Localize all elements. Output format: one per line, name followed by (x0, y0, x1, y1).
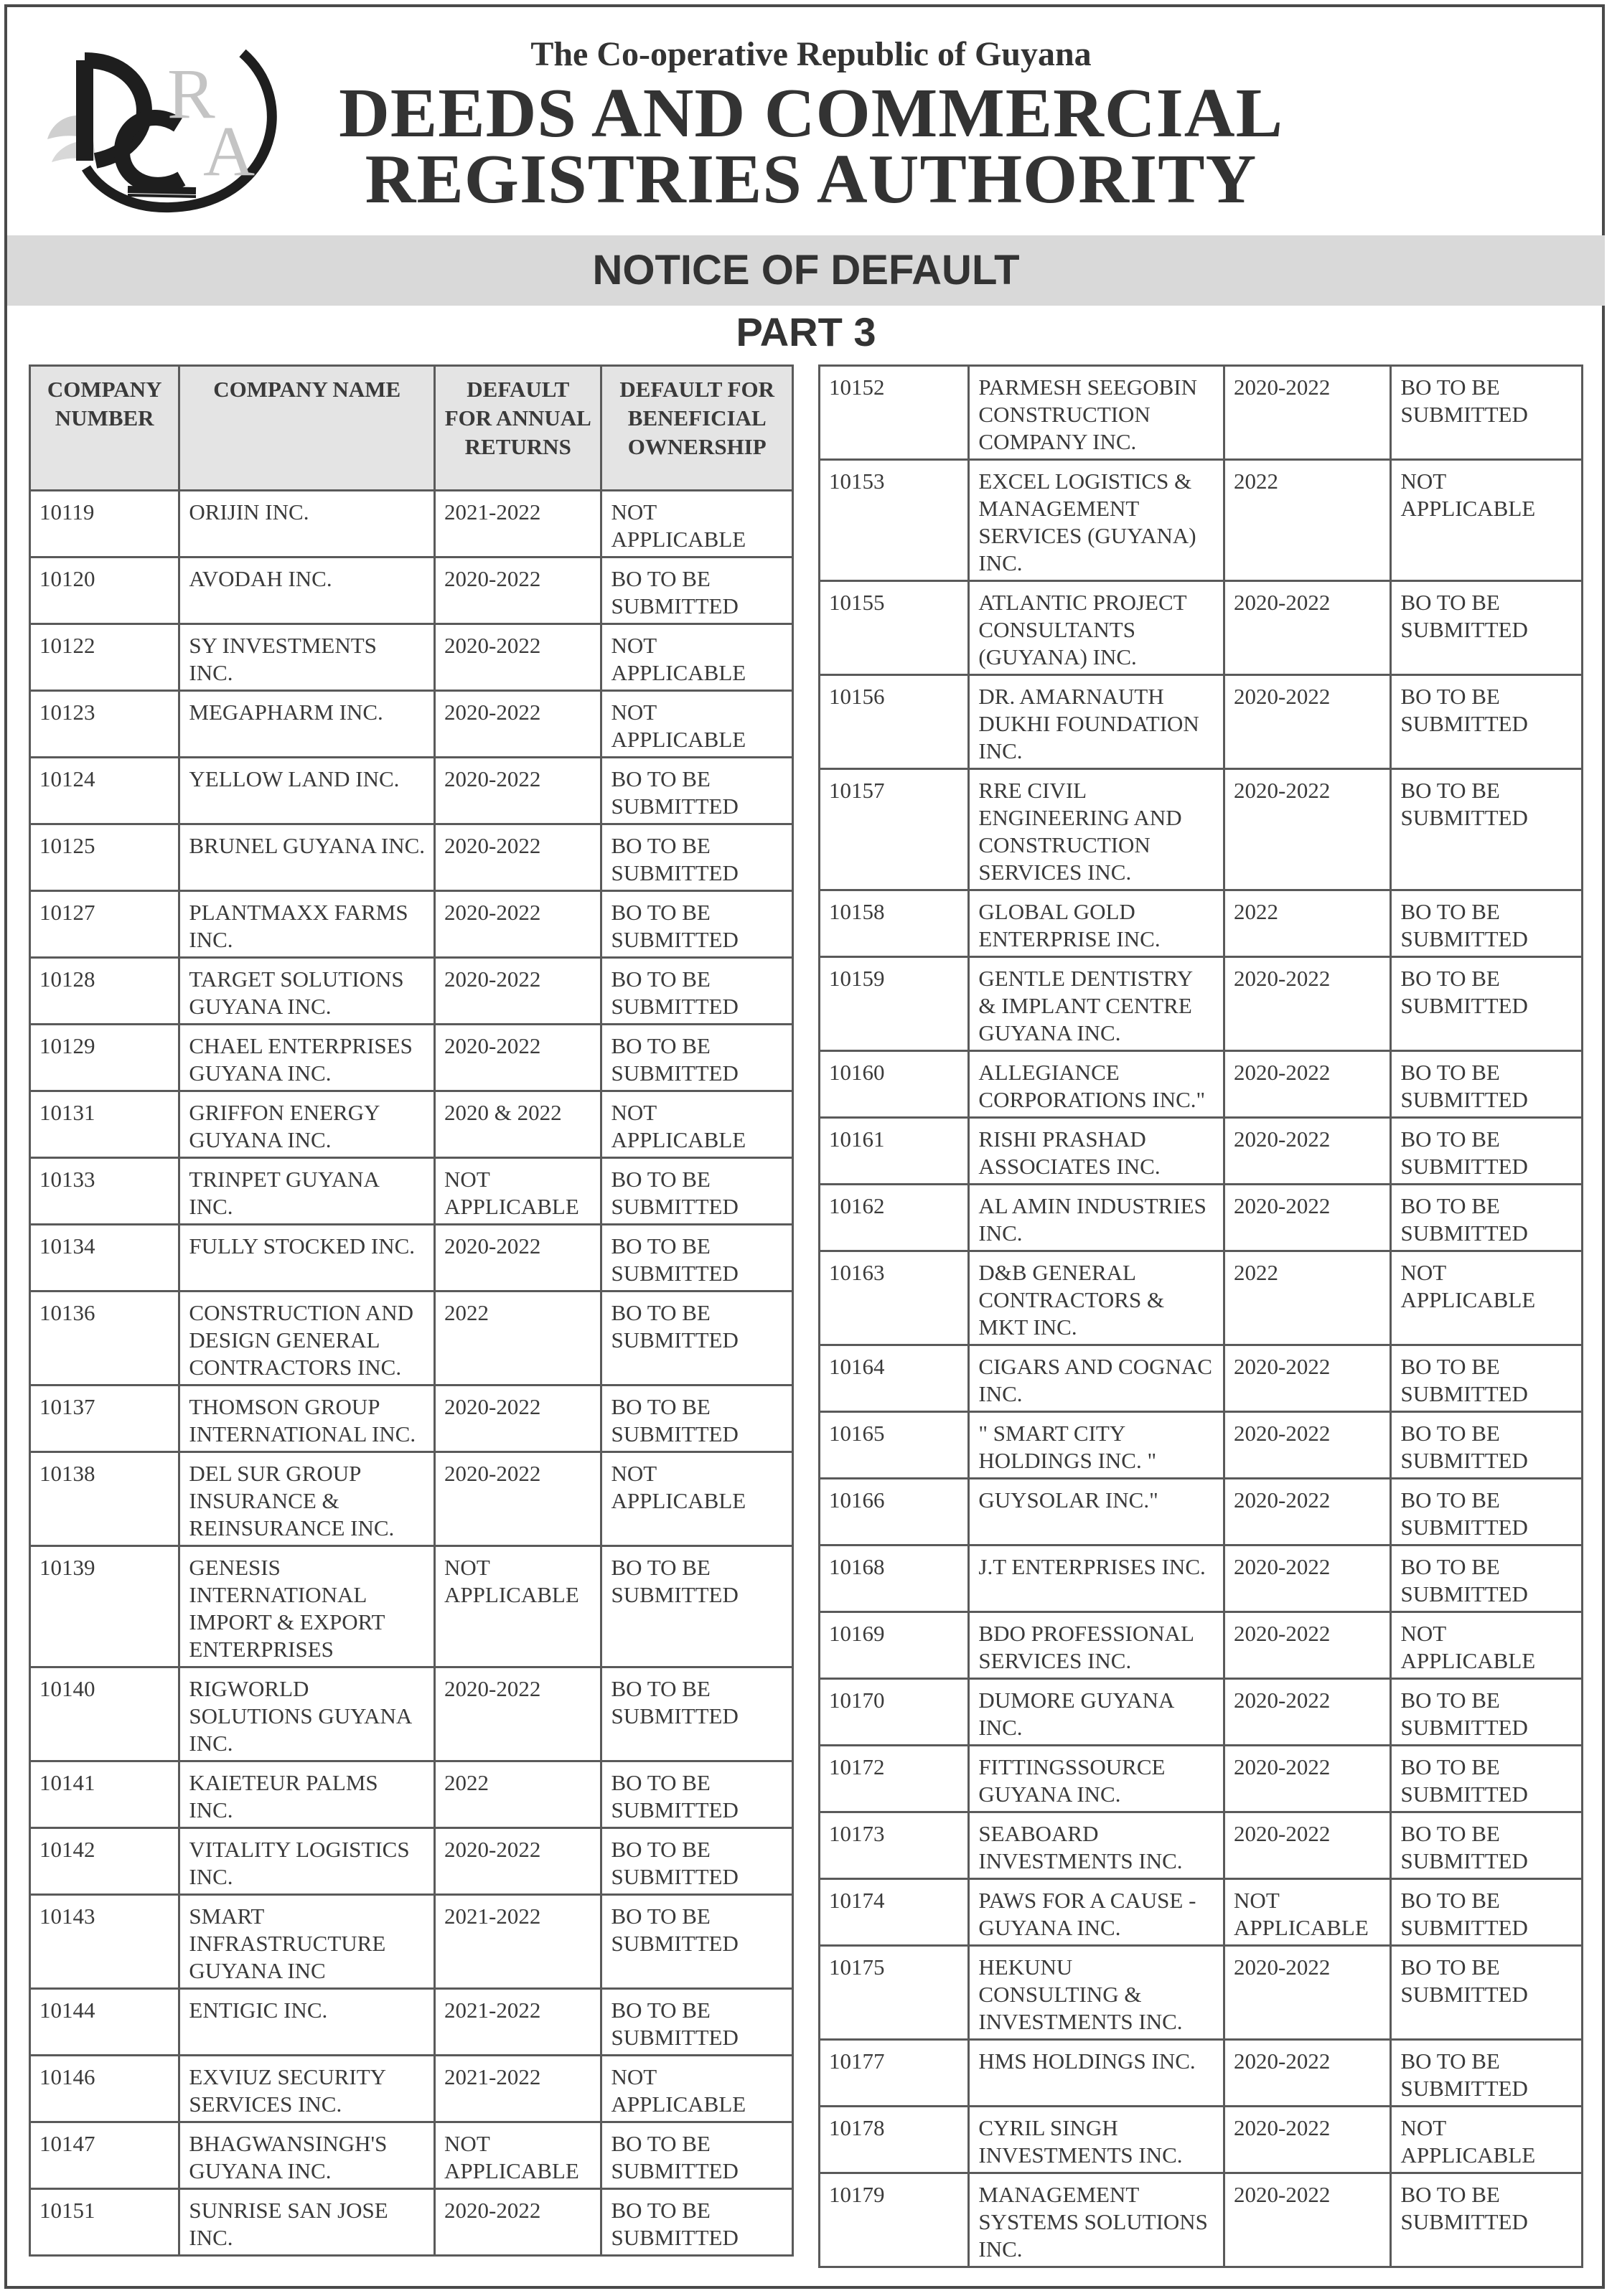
company-number-cell: 10133 (30, 1158, 179, 1225)
table-row (30, 1761, 793, 1828)
company-number-cell: 10139 (30, 1546, 179, 1667)
table-row (820, 1746, 1583, 1812)
company-name-cell: D&B GENERAL CONTRACTORS & MKT INC. (969, 1251, 1224, 1345)
annual-returns-default-cell: NOT APPLICABLE (435, 1158, 601, 1225)
annual-returns-default-cell: 2020-2022 (435, 958, 601, 1025)
column-header-company-name: COMPANY NAME (179, 366, 435, 491)
beneficial-ownership-default-cell: BO TO BE SUBMITTED (1391, 1479, 1583, 1545)
annual-returns-default-cell: 2020-2022 (435, 1385, 601, 1452)
table-row (820, 1251, 1583, 1345)
company-name-cell: MANAGEMENT SYSTEMS SOLUTIONS INC. (969, 2173, 1224, 2267)
beneficial-ownership-default-cell: NOT APPLICABLE (601, 1091, 793, 1158)
beneficial-ownership-default-cell: BO TO BE SUBMITTED (601, 1761, 793, 1828)
annual-returns-default-cell: 2020-2022 (1224, 1545, 1391, 1612)
table-row (820, 1545, 1583, 1612)
company-name-cell: ORIJIN INC. (179, 491, 435, 557)
company-number-cell: 10161 (820, 1118, 969, 1185)
organization-name-line1: DEEDS AND COMMERCIAL (339, 75, 1283, 152)
company-name-cell: SY INVESTMENTS INC. (179, 624, 435, 691)
annual-returns-default-cell: 2020-2022 (1224, 2107, 1391, 2173)
annual-returns-default-cell: 2021-2022 (435, 1895, 601, 1989)
company-number-cell: 10177 (820, 2040, 969, 2107)
company-name-cell: ATLANTIC PROJECT CONSULTANTS (GUYANA) INC. (969, 581, 1224, 675)
table-row (820, 1679, 1583, 1746)
company-name-cell: YELLOW LAND INC. (179, 758, 435, 824)
annual-returns-default-cell: 2020-2022 (435, 2189, 601, 2256)
company-number-cell: 10179 (820, 2173, 969, 2267)
company-number-cell: 10127 (30, 891, 179, 958)
table-row (820, 890, 1583, 957)
company-number-cell: 10158 (820, 890, 969, 957)
annual-returns-default-cell: 2020-2022 (1224, 1812, 1391, 1879)
company-name-cell: HMS HOLDINGS INC. (969, 2040, 1224, 2107)
annual-returns-default-cell: 2021-2022 (435, 1989, 601, 2056)
annual-returns-default-cell: 2020-2022 (1224, 2173, 1391, 2267)
default-table-right (818, 364, 1583, 2268)
annual-returns-default-cell: 2020-2022 (435, 891, 601, 958)
beneficial-ownership-default-cell: BO TO BE SUBMITTED (601, 1292, 793, 1385)
company-number-cell: 10120 (30, 557, 179, 624)
beneficial-ownership-default-cell: BO TO BE SUBMITTED (1391, 1185, 1583, 1251)
beneficial-ownership-default-cell: NOT APPLICABLE (601, 2056, 793, 2122)
table-row (820, 2107, 1583, 2173)
table-row (820, 957, 1583, 1051)
company-number-cell: 10136 (30, 1292, 179, 1385)
company-name-cell: DUMORE GUYANA INC. (969, 1679, 1224, 1746)
table-row (30, 1667, 793, 1761)
company-name-cell: SUNRISE SAN JOSE INC. (179, 2189, 435, 2256)
table-row (820, 2040, 1583, 2107)
company-number-cell: 10156 (820, 675, 969, 769)
table-row (820, 460, 1583, 581)
table-row (30, 2122, 793, 2189)
table-row (820, 769, 1583, 890)
annual-returns-default-cell: 2020-2022 (1224, 1118, 1391, 1185)
company-number-cell: 10125 (30, 824, 179, 891)
company-name-cell: TARGET SOLUTIONS GUYANA INC. (179, 958, 435, 1025)
company-number-cell: 10155 (820, 581, 969, 675)
table-row (30, 1025, 793, 1091)
beneficial-ownership-default-cell: BO TO BE SUBMITTED (1391, 769, 1583, 890)
beneficial-ownership-default-cell: BO TO BE SUBMITTED (1391, 1746, 1583, 1812)
company-number-cell: 10124 (30, 758, 179, 824)
company-number-cell: 10122 (30, 624, 179, 691)
organization-name-line2: REGISTRIES AUTHORITY (365, 141, 1257, 218)
beneficial-ownership-default-cell: NOT APPLICABLE (601, 691, 793, 758)
company-name-cell: J.T ENTERPRISES INC. (969, 1545, 1224, 1612)
company-name-cell: DEL SUR GROUP INSURANCE & REINSURANCE INC. (179, 1452, 435, 1546)
company-number-cell: 10172 (820, 1746, 969, 1812)
table-row (820, 675, 1583, 769)
annual-returns-default-cell: 2020-2022 (1224, 1746, 1391, 1812)
beneficial-ownership-default-cell: BO TO BE SUBMITTED (601, 758, 793, 824)
beneficial-ownership-default-cell: BO TO BE SUBMITTED (601, 2122, 793, 2189)
annual-returns-default-cell: 2020-2022 (435, 1452, 601, 1546)
beneficial-ownership-default-cell: BO TO BE SUBMITTED (1391, 2040, 1583, 2107)
company-number-cell: 10131 (30, 1091, 179, 1158)
beneficial-ownership-default-cell: BO TO BE SUBMITTED (1391, 1345, 1583, 1412)
company-number-cell: 10151 (30, 2189, 179, 2256)
company-number-cell: 10142 (30, 1828, 179, 1895)
table-row (30, 1452, 793, 1546)
company-number-cell: 10166 (820, 1479, 969, 1545)
svg-text:A: A (203, 111, 256, 191)
table-row (30, 1225, 793, 1292)
company-name-cell: AVODAH INC. (179, 557, 435, 624)
company-name-cell: VITALITY LOGISTICS INC. (179, 1828, 435, 1895)
annual-returns-default-cell: 2020-2022 (435, 1025, 601, 1091)
annual-returns-default-cell: 2020-2022 (1224, 957, 1391, 1051)
annual-returns-default-cell: 2020-2022 (1224, 1479, 1391, 1545)
table-row (820, 366, 1583, 460)
company-number-cell: 10162 (820, 1185, 969, 1251)
company-name-cell: FITTINGSSOURCE GUYANA INC. (969, 1746, 1224, 1812)
annual-returns-default-cell: 2020-2022 (435, 557, 601, 624)
beneficial-ownership-default-cell: BO TO BE SUBMITTED (601, 1828, 793, 1895)
company-number-cell: 10119 (30, 491, 179, 557)
beneficial-ownership-default-cell: BO TO BE SUBMITTED (1391, 1679, 1583, 1746)
company-name-cell: BHAGWANSINGH'S GUYANA INC. (179, 2122, 435, 2189)
beneficial-ownership-default-cell: BO TO BE SUBMITTED (1391, 1812, 1583, 1879)
annual-returns-default-cell: 2020-2022 (435, 691, 601, 758)
company-number-cell: 10165 (820, 1412, 969, 1479)
column-header-beneficial-ownership: DEFAULT FOR BENEFICIAL OWNERSHIP (601, 366, 793, 491)
annual-returns-default-cell: 2020-2022 (1224, 2040, 1391, 2107)
company-number-cell: 10164 (820, 1345, 969, 1412)
annual-returns-default-cell: 2022 (1224, 1251, 1391, 1345)
beneficial-ownership-default-cell: BO TO BE SUBMITTED (1391, 581, 1583, 675)
company-name-cell: RIGWORLD SOLUTIONS GUYANA INC. (179, 1667, 435, 1761)
company-name-cell: EXCEL LOGISTICS & MANAGEMENT SERVICES (GUYANA) INC. (969, 460, 1224, 581)
table-row (30, 1989, 793, 2056)
company-name-cell: CYRIL SINGH INVESTMENTS INC. (969, 2107, 1224, 2173)
beneficial-ownership-default-cell: BO TO BE SUBMITTED (1391, 1946, 1583, 2040)
annual-returns-default-cell: 2020-2022 (435, 624, 601, 691)
table-row (30, 824, 793, 891)
annual-returns-default-cell: 2020-2022 (435, 1225, 601, 1292)
company-name-cell: PARMESH SEEGOBIN CONSTRUCTION COMPANY INC. (969, 366, 1224, 460)
company-number-cell: 10173 (820, 1812, 969, 1879)
beneficial-ownership-default-cell: BO TO BE SUBMITTED (1391, 890, 1583, 957)
company-name-cell: EXVIUZ SECURITY SERVICES INC. (179, 2056, 435, 2122)
annual-returns-default-cell: NOT APPLICABLE (1224, 1879, 1391, 1946)
company-number-cell: 10134 (30, 1225, 179, 1292)
company-number-cell: 10144 (30, 1989, 179, 2056)
company-name-cell: DR. AMARNAUTH DUKHI FOUNDATION INC. (969, 675, 1224, 769)
table-row (30, 1385, 793, 1452)
company-number-cell: 10137 (30, 1385, 179, 1452)
beneficial-ownership-default-cell: BO TO BE SUBMITTED (601, 1025, 793, 1091)
company-name-cell: BRUNEL GUYANA INC. (179, 824, 435, 891)
beneficial-ownership-default-cell: NOT APPLICABLE (601, 1452, 793, 1546)
beneficial-ownership-default-cell: BO TO BE SUBMITTED (601, 1158, 793, 1225)
company-name-cell: SMART INFRASTRUCTURE GUYANA INC (179, 1895, 435, 1989)
company-name-cell: SEABOARD INVESTMENTS INC. (969, 1812, 1224, 1879)
table-row (30, 1292, 793, 1385)
table-row (30, 1546, 793, 1667)
annual-returns-default-cell: 2022 (435, 1761, 601, 1828)
annual-returns-default-cell: NOT APPLICABLE (435, 2122, 601, 2189)
beneficial-ownership-default-cell: BO TO BE SUBMITTED (601, 557, 793, 624)
table-row (30, 1828, 793, 1895)
beneficial-ownership-default-cell: NOT APPLICABLE (1391, 460, 1583, 581)
company-name-cell: THOMSON GROUP INTERNATIONAL INC. (179, 1385, 435, 1452)
table-row (820, 1479, 1583, 1545)
beneficial-ownership-default-cell: BO TO BE SUBMITTED (601, 1385, 793, 1452)
beneficial-ownership-default-cell: NOT APPLICABLE (601, 624, 793, 691)
company-name-cell: PLANTMAXX FARMS INC. (179, 891, 435, 958)
company-number-cell: 10141 (30, 1761, 179, 1828)
company-name-cell: MEGAPHARM INC. (179, 691, 435, 758)
annual-returns-default-cell: 2020-2022 (435, 1667, 601, 1761)
annual-returns-default-cell: 2022 (435, 1292, 601, 1385)
beneficial-ownership-default-cell: BO TO BE SUBMITTED (1391, 675, 1583, 769)
beneficial-ownership-default-cell: NOT APPLICABLE (601, 491, 793, 557)
table-row (820, 2173, 1583, 2267)
column-header-annual-returns: DEFAULT FOR ANNUAL RETURNS (435, 366, 601, 491)
beneficial-ownership-default-cell: BO TO BE SUBMITTED (1391, 1412, 1583, 1479)
company-number-cell: 10178 (820, 2107, 969, 2173)
annual-returns-default-cell: 2020-2022 (1224, 366, 1391, 460)
annual-returns-default-cell: NOT APPLICABLE (435, 1546, 601, 1667)
company-name-cell: TRINPET GUYANA INC. (179, 1158, 435, 1225)
company-name-cell: " SMART CITY HOLDINGS INC. " (969, 1412, 1224, 1479)
annual-returns-default-cell: 2020-2022 (435, 824, 601, 891)
beneficial-ownership-default-cell: BO TO BE SUBMITTED (601, 1225, 793, 1292)
beneficial-ownership-default-cell: BO TO BE SUBMITTED (1391, 366, 1583, 460)
table-row (30, 1158, 793, 1225)
annual-returns-default-cell: 2021-2022 (435, 491, 601, 557)
table-row (820, 1612, 1583, 1679)
company-name-cell: CONSTRUCTION AND DESIGN GENERAL CONTRACTORS INC. (179, 1292, 435, 1385)
beneficial-ownership-default-cell: BO TO BE SUBMITTED (601, 1667, 793, 1761)
beneficial-ownership-default-cell: BO TO BE SUBMITTED (601, 958, 793, 1025)
table-row (30, 557, 793, 624)
annual-returns-default-cell: 2020-2022 (435, 1828, 601, 1895)
annual-returns-default-cell: 2020-2022 (1224, 1679, 1391, 1746)
table-row (30, 758, 793, 824)
annual-returns-default-cell: 2020-2022 (435, 758, 601, 824)
company-name-cell: AL AMIN INDUSTRIES INC. (969, 1185, 1224, 1251)
company-name-cell: HEKUNU CONSULTING & INVESTMENTS INC. (969, 1946, 1224, 2040)
beneficial-ownership-default-cell: BO TO BE SUBMITTED (1391, 1051, 1583, 1118)
annual-returns-default-cell: 2020-2022 (1224, 581, 1391, 675)
beneficial-ownership-default-cell: BO TO BE SUBMITTED (601, 2189, 793, 2256)
company-name-cell: BDO PROFESSIONAL SERVICES INC. (969, 1612, 1224, 1679)
company-name-cell: GENTLE DENTISTRY & IMPLANT CENTRE GUYANA INC. (969, 957, 1224, 1051)
table-row (30, 891, 793, 958)
beneficial-ownership-default-cell: BO TO BE SUBMITTED (601, 824, 793, 891)
table-row (30, 2189, 793, 2256)
annual-returns-default-cell: 2022 (1224, 890, 1391, 957)
company-number-cell: 10160 (820, 1051, 969, 1118)
company-number-cell: 10138 (30, 1452, 179, 1546)
table-row (820, 1879, 1583, 1946)
company-number-cell: 10157 (820, 769, 969, 890)
annual-returns-default-cell: 2020-2022 (1224, 675, 1391, 769)
company-name-cell: RISHI PRASHAD ASSOCIATES INC. (969, 1118, 1224, 1185)
organization-name (316, 75, 1306, 218)
beneficial-ownership-default-cell: BO TO BE SUBMITTED (1391, 2173, 1583, 2267)
company-number-cell: 10159 (820, 957, 969, 1051)
annual-returns-default-cell: 2020-2022 (1224, 1051, 1391, 1118)
company-number-cell: 10140 (30, 1667, 179, 1761)
beneficial-ownership-default-cell: BO TO BE SUBMITTED (1391, 1545, 1583, 1612)
table-row (820, 1118, 1583, 1185)
company-number-cell: 10169 (820, 1612, 969, 1679)
company-name-cell: RRE CIVIL ENGINEERING AND CONSTRUCTION SERVICES INC. (969, 769, 1224, 890)
company-number-cell: 10147 (30, 2122, 179, 2189)
notice-title: NOTICE OF DEFAULT (592, 247, 1020, 293)
company-name-cell: CHAEL ENTERPRISES GUYANA INC. (179, 1025, 435, 1091)
company-number-cell: 10163 (820, 1251, 969, 1345)
company-number-cell: 10146 (30, 2056, 179, 2122)
table-row (820, 1051, 1583, 1118)
annual-returns-default-cell: 2020-2022 (1224, 1946, 1391, 2040)
annual-returns-default-cell: 2020-2022 (1224, 1612, 1391, 1679)
company-number-cell: 10143 (30, 1895, 179, 1989)
table-row (30, 691, 793, 758)
table-row (30, 1895, 793, 1989)
beneficial-ownership-default-cell: BO TO BE SUBMITTED (1391, 1118, 1583, 1185)
company-number-cell: 10170 (820, 1679, 969, 1746)
table-row (820, 1412, 1583, 1479)
svg-text:R: R (167, 54, 215, 133)
annual-returns-default-cell: 2020-2022 (1224, 769, 1391, 890)
company-number-cell: 10123 (30, 691, 179, 758)
table-row (30, 2056, 793, 2122)
beneficial-ownership-default-cell: NOT APPLICABLE (1391, 1612, 1583, 1679)
table-row (30, 1091, 793, 1158)
table-row (820, 1185, 1583, 1251)
beneficial-ownership-default-cell: BO TO BE SUBMITTED (601, 1546, 793, 1667)
table-row (820, 581, 1583, 675)
annual-returns-default-cell: 2022 (1224, 460, 1391, 581)
company-number-cell: 10168 (820, 1545, 969, 1612)
company-name-cell: GRIFFON ENERGY GUYANA INC. (179, 1091, 435, 1158)
table-row (30, 491, 793, 557)
beneficial-ownership-default-cell: BO TO BE SUBMITTED (1391, 1879, 1583, 1946)
beneficial-ownership-default-cell: BO TO BE SUBMITTED (601, 1989, 793, 2056)
company-number-cell: 10175 (820, 1946, 969, 2040)
beneficial-ownership-default-cell: NOT APPLICABLE (1391, 2107, 1583, 2173)
company-name-cell: GENESIS INTERNATIONAL IMPORT & EXPORT ENTERPRISES (179, 1546, 435, 1667)
beneficial-ownership-default-cell: NOT APPLICABLE (1391, 1251, 1583, 1345)
table-row (30, 624, 793, 691)
beneficial-ownership-default-cell: BO TO BE SUBMITTED (601, 891, 793, 958)
company-number-cell: 10152 (820, 366, 969, 460)
company-number-cell: 10129 (30, 1025, 179, 1091)
table-row (820, 1812, 1583, 1879)
annual-returns-default-cell: 2020-2022 (1224, 1345, 1391, 1412)
company-name-cell: PAWS FOR A CAUSE - GUYANA INC. (969, 1879, 1224, 1946)
table-row (30, 958, 793, 1025)
company-number-cell: 10128 (30, 958, 179, 1025)
part-label: PART 3 (736, 309, 876, 354)
table-header-row (30, 366, 793, 491)
company-name-cell: KAIETEUR PALMS INC. (179, 1761, 435, 1828)
country-name: The Co-operative Republic of Guyana (530, 35, 1092, 73)
company-name-cell: GUYSOLAR INC." (969, 1479, 1224, 1545)
default-table-left (29, 364, 794, 2257)
annual-returns-default-cell: 2020 & 2022 (435, 1091, 601, 1158)
column-header-company-number: COMPANY NUMBER (30, 366, 179, 491)
table-row (820, 1345, 1583, 1412)
company-number-cell: 10153 (820, 460, 969, 581)
dcra-logo (42, 39, 286, 218)
beneficial-ownership-default-cell: BO TO BE SUBMITTED (1391, 957, 1583, 1051)
table-row (820, 1946, 1583, 2040)
company-number-cell: 10174 (820, 1879, 969, 1946)
company-name-cell: ENTIGIC INC. (179, 1989, 435, 2056)
annual-returns-default-cell: 2021-2022 (435, 2056, 601, 2122)
company-name-cell: CIGARS AND COGNAC INC. (969, 1345, 1224, 1412)
beneficial-ownership-default-cell: BO TO BE SUBMITTED (601, 1895, 793, 1989)
company-name-cell: FULLY STOCKED INC. (179, 1225, 435, 1292)
company-name-cell: GLOBAL GOLD ENTERPRISE INC. (969, 890, 1224, 957)
annual-returns-default-cell: 2020-2022 (1224, 1412, 1391, 1479)
company-name-cell: ALLEGIANCE CORPORATIONS INC." (969, 1051, 1224, 1118)
annual-returns-default-cell: 2020-2022 (1224, 1185, 1391, 1251)
